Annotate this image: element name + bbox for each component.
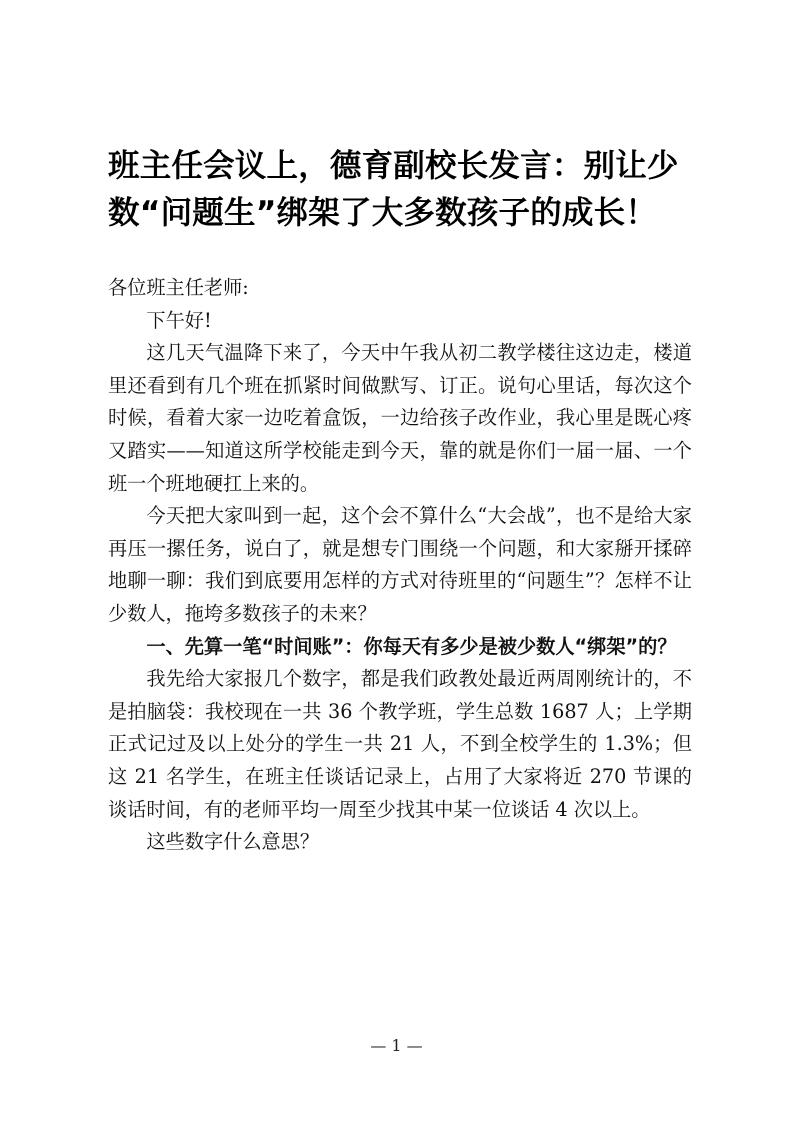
salutation: 各位班主任老师: [108,276,249,299]
document-title: 班主任会议上，德育副校长发言：别让少数“问题生”绑架了大多数孩子的成长！ [108,148,679,231]
paragraph: 这些数字什么意思？ [146,830,320,854]
greeting: 下午好! [146,308,212,332]
section-heading: 一、先算一笔“时间账”：你每天有多少是被少数人“绑架”的？ [146,634,677,658]
paragraph: 今天把大家叫到一起，这个会不算什么“大会战”，也不是给大家再压一摞任务，说白了，就是想专门围绕一个问题，和大家掰开揉碎地聊一聊：我们到底要用怎样的方式对待班里的“问题生”？怎样不让少数人，拖垮多数孩子的未来？ [108,504,692,625]
document-body [108,272,692,859]
paragraph: 这几天气温降下来了，今天中午我从初二教学楼往这边走，楼道里还看到有几个班在抓紧时间做默写、订正。说句心里话，每次这个时候，看着大家一边吃着盒饭，一边给孩子改作业，我心里是既心疼又踏实——知道这所学校能走到今天，靠的就是你们一届一届、一个班一个班地硬扛上来的。 [108,341,692,495]
paragraph: 我先给大家报几个数字，都是我们政教处最近两周刚统计的，不是拍脑袋：我校现在一共 36 个教学班，学生总数 1687 人；上学期正式记过及以上处分的学生一共 21 人，不到全校学生的 1.3%；但这 21 名学生，在班主任谈话记录上，占用了大家将近 270 节课的谈话时间，有的老师平均一周至少找其中某一位谈话 4 次以上。 [108,667,692,821]
page-number: — 1 — [370,1036,423,1055]
